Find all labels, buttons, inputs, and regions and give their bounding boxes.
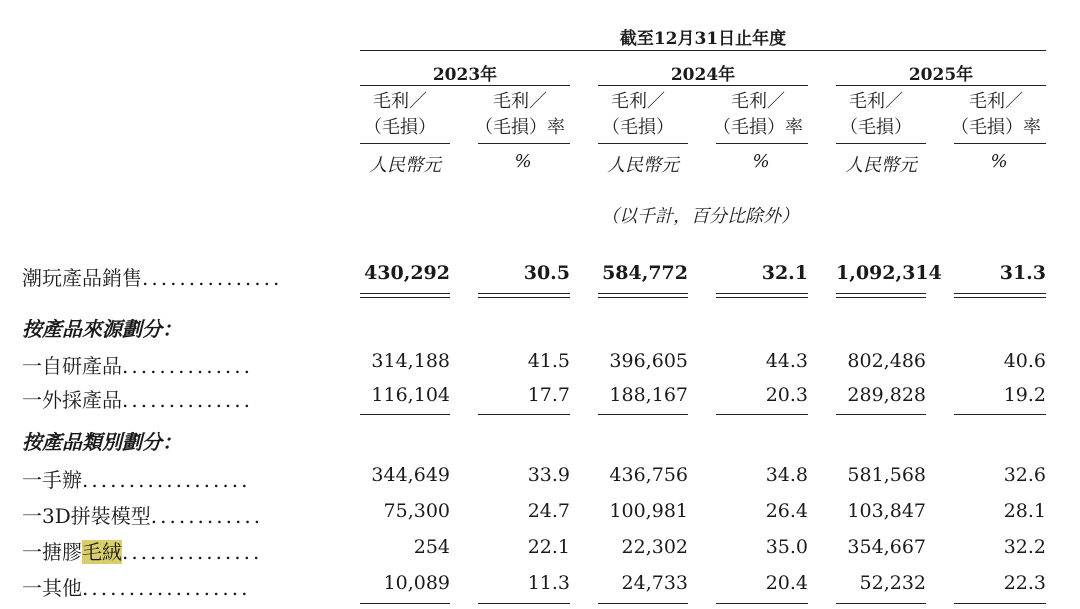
bottom-rule (954, 603, 1046, 604)
subhdr-rule (360, 143, 450, 144)
cell-value: 28.1 (1003, 500, 1046, 522)
col-rate-2025: 毛利／ （毛損）率 (951, 91, 1041, 138)
subhdr-rule (836, 143, 926, 144)
row-label: 一自研產品.............. (22, 354, 254, 378)
cell-value: 1,092,314 (836, 262, 942, 284)
cell-value: 24.7 (527, 500, 570, 522)
row-label: 潮玩產品銷售............... (22, 266, 283, 290)
cell-value: 32.2 (1003, 536, 1046, 558)
cell-value: 254 (413, 536, 450, 558)
year-2025: 2025年 (908, 65, 974, 85)
cell-value: 44.3 (765, 350, 808, 372)
cell-value: 31.3 (999, 262, 1046, 284)
cell-value: 802,486 (847, 350, 926, 372)
unit-pct-2025: % (990, 151, 1008, 172)
year-rule-2023 (360, 85, 570, 86)
section-header-category: 按產品類別劃分： (22, 430, 182, 454)
total-double-rule (360, 293, 450, 298)
col-rate-2023: 毛利／ （毛損）率 (475, 91, 565, 138)
subtotal-rule (954, 414, 1046, 415)
row-label: 一外採產品.............. (22, 388, 254, 412)
col-gp-2024: 毛利／ （毛損） (602, 91, 674, 138)
cell-value: 396,605 (609, 350, 688, 372)
unit-pct-2024: % (752, 151, 770, 172)
bottom-rule (836, 603, 926, 604)
cell-value: 436,756 (609, 464, 688, 486)
bottom-rule (478, 603, 570, 604)
cell-value: 30.5 (523, 262, 570, 284)
row-label: 一手辦.................. (22, 468, 251, 492)
cell-value: 22.1 (527, 536, 570, 558)
total-double-rule (716, 293, 808, 298)
cell-value: 10,089 (383, 572, 450, 594)
cell-value: 19.2 (1003, 384, 1046, 406)
cell-value: 22,302 (621, 536, 688, 558)
cell-value: 20.3 (765, 384, 808, 406)
cell-value: 584,772 (602, 262, 688, 284)
unit-rmb-2025: 人民幣元 (845, 155, 917, 176)
subtotal-rule (836, 414, 926, 415)
total-double-rule (836, 293, 926, 298)
total-double-rule (478, 293, 570, 298)
year-rule-2025 (836, 85, 1046, 86)
period-header: 截至12月31日止年度 (619, 29, 787, 49)
row-label: 一搪膠毛絨............... (22, 540, 263, 564)
col-rate-2024: 毛利／ （毛損）率 (713, 91, 803, 138)
total-double-rule (598, 293, 688, 298)
cell-value: 430,292 (364, 262, 450, 284)
cell-value: 11.3 (527, 572, 570, 594)
cell-value: 32.6 (1003, 464, 1046, 486)
subhdr-rule (954, 143, 1046, 144)
cell-value: 24,733 (621, 572, 688, 594)
unit-pct-2023: % (514, 151, 532, 172)
cell-value: 41.5 (527, 350, 570, 372)
bottom-rule (360, 603, 450, 604)
cell-value: 40.6 (1003, 350, 1046, 372)
subtotal-rule (360, 414, 450, 415)
year-2024: 2024年 (670, 65, 736, 85)
cell-value: 116,104 (371, 384, 450, 406)
bottom-rule (598, 603, 688, 604)
cell-value: 34.8 (765, 464, 808, 486)
subhdr-rule (478, 143, 570, 144)
unit-note: （以千計，百分比除外） (601, 206, 799, 227)
cell-value: 103,847 (847, 500, 926, 522)
cell-value: 20.4 (765, 572, 808, 594)
subtotal-rule (716, 414, 808, 415)
cell-value: 75,300 (383, 500, 450, 522)
cell-value: 26.4 (765, 500, 808, 522)
row-label: 一其他.................. (22, 576, 251, 600)
subhdr-rule (716, 143, 808, 144)
bottom-rule (716, 603, 808, 604)
header-rule (360, 50, 1046, 51)
highlighted-text: 毛絨 (82, 540, 122, 564)
cell-value: 100,981 (609, 500, 688, 522)
total-double-rule (954, 293, 1046, 298)
cell-value: 314,188 (371, 350, 450, 372)
subtotal-rule (598, 414, 688, 415)
year-rule-2024 (598, 85, 808, 86)
year-2023: 2023年 (432, 65, 498, 85)
cell-value: 188,167 (609, 384, 688, 406)
unit-rmb-2023: 人民幣元 (369, 155, 441, 176)
cell-value: 581,568 (847, 464, 926, 486)
subtotal-rule (478, 414, 570, 415)
cell-value: 354,667 (847, 536, 926, 558)
cell-value: 33.9 (527, 464, 570, 486)
cell-value: 22.3 (1003, 572, 1046, 594)
cell-value: 52,232 (859, 572, 926, 594)
cell-value: 289,828 (847, 384, 926, 406)
unit-rmb-2024: 人民幣元 (607, 155, 679, 176)
subhdr-rule (598, 143, 688, 144)
cell-value: 32.1 (761, 262, 808, 284)
cell-value: 344,649 (371, 464, 450, 486)
cell-value: 35.0 (765, 536, 808, 558)
row-label: 一3D拼裝模型............ (22, 504, 264, 528)
cell-value: 17.7 (527, 384, 570, 406)
col-gp-2025: 毛利／ （毛損） (840, 91, 912, 138)
section-header-source: 按產品來源劃分： (22, 317, 182, 341)
col-gp-2023: 毛利／ （毛損） (364, 91, 436, 138)
